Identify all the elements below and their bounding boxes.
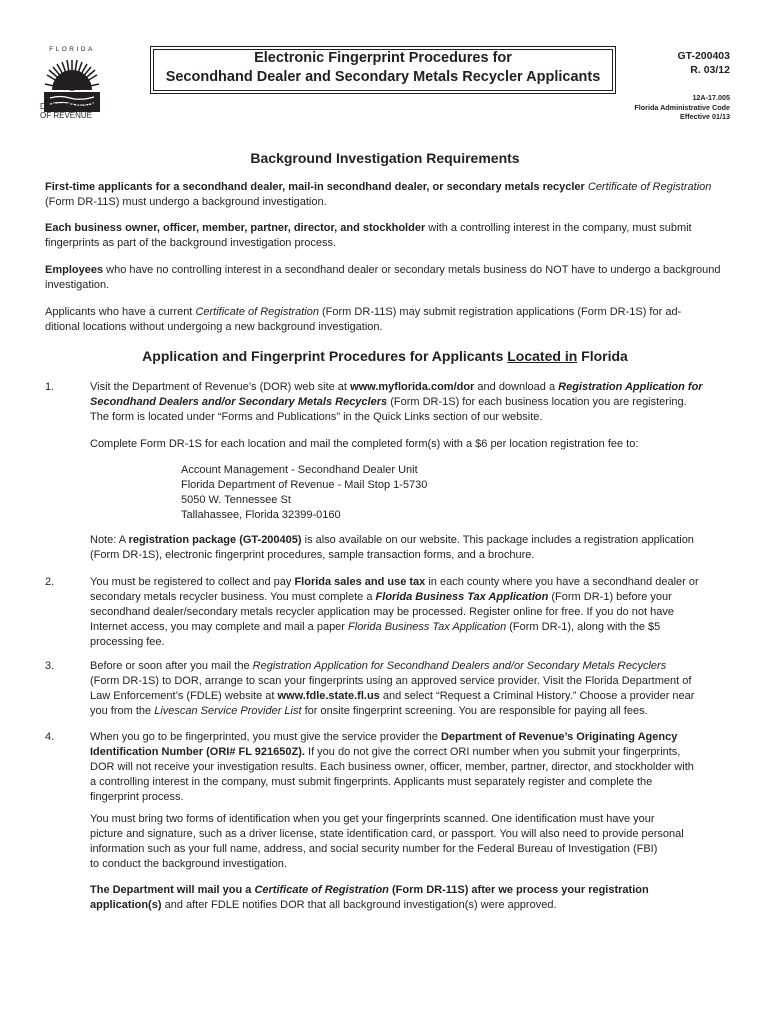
- logo-dept-text: [40, 102, 94, 120]
- section1-paragraph2: Each business owner, officer, member, partner, director, and stockholder with a controlling interest in the company, must submit fingerprints as part of the background investigation process.: [45, 222, 692, 249]
- form-revision: R. 03/12: [690, 64, 730, 76]
- logo-dept-line1: DEPARTMENT: [40, 102, 95, 111]
- logo-dept-line2: OF REVENUE: [40, 111, 93, 120]
- rule-number: 12A-17.005: [692, 93, 730, 102]
- item4-paragraph: When you go to be fingerprinted, you must give the service provider the Department of Revenue’s Originating Agency Identification Number (ORI# FL 921650Z). If you do not give the correct ORI number when you submit your fingerprints, DOR will not receive your investigation results. Each business owner, officer, member, partner, director, and stockholder with a controlling interest in the company, must submit fingerprints. Applicants must separately register and complete the fingerprint process.: [90, 731, 694, 803]
- form-id-block: [677, 49, 730, 77]
- item4-number: 4.: [45, 731, 55, 743]
- item2-paragraph: You must be registered to collect and pay Florida sales and use tax in each county where you have a secondhand dealer or secondary metals recycler business. You must complete a Florida Business Tax Application (Form DR-1) before your secondhand dealer/secondary metals recycler application may be processed. Register online for free. If you do not have Internet access, you may complete and mail a paper Florida Business Tax Application (Form DR-1), along with the $5 processing fee.: [90, 576, 699, 648]
- dor-website-link[interactable]: www.myflorida.com/dor: [350, 381, 475, 393]
- title-box: [150, 46, 616, 94]
- section1-paragraph1: First-time applicants for a secondhand dealer, mail-in secondhand dealer, or secondary metals recycler Certificate of Registration (Form DR-11S) must undergo a background investigation.: [45, 181, 712, 208]
- item4-id-requirements: You must bring two forms of identification when you get your fingerprints scanned. One identification must have your picture and signature, such as a driver license, state identification card, or passport. You will also need to provide personal information such as your full name, address, and social security number for the Federal Bureau of Investigation (FBI) to conduct the background investigation.: [90, 813, 684, 870]
- section1-heading: Background Investigation Requirements: [250, 150, 520, 166]
- item2-number: 2.: [45, 576, 55, 588]
- item1-paragraph: Visit the Department of Revenue’s (DOR) web site at www.myflorida.com/dor and download a Registration Application for Secondhand Dealers and/or Secondary Metals Recyclers (Form DR-1S) for each business location you are registering. The form is located under “Forms and Publications” in the Quick Links section of our website.: [90, 381, 703, 423]
- fdle-website-link[interactable]: www.fdle.state.fl.us: [277, 690, 380, 702]
- item3-paragraph: Before or soon after you mail the Registration Application for Secondhand Dealers and/or Secondary Metals Recyclers (Form DR-1S) to DOR, arrange to scan your fingerprints using an approved service provider. Visit the Florida Department of Law Enforcement’s (FDLE) website at www.fdle.state.fl.us and select “Request a Criminal History.” Choose a provider near you from the Livescan Service Provider List for onsite fingerprint screening. You are responsible for paying all fees.: [90, 660, 695, 717]
- section2-heading: Application and Fingerprint Procedures for Applicants Located in Florida: [142, 348, 628, 364]
- rule-code: Florida Administrative Code: [634, 102, 730, 112]
- rule-effective: Effective 01/13: [680, 112, 730, 121]
- rule-block: [634, 93, 730, 122]
- title-line1: Electronic Fingerprint Procedures for: [254, 50, 512, 66]
- mailing-address: Account Management - Secondhand Dealer Unit Florida Department of Revenue - Mail Stop 1-5730 5050 W. Tennessee St Tallahassee, Florida 32399-0160: [181, 464, 428, 521]
- section1-paragraph4: Applicants who have a current Certificate of Registration (Form DR-11S) may submit registration applications (Form DR-1S) for ad- ditional locations without undergoing a new background investigation.: [45, 306, 682, 333]
- item3-number: 3.: [45, 660, 55, 672]
- item4-certificate-note: The Department will mail you a Certificate of Registration (Form DR-11S) after we process your registration application(s) and after FDLE notifies DOR that all background investigation(s) were approved.: [90, 884, 649, 911]
- item1-number: 1.: [45, 381, 55, 393]
- form-number: GT-200403: [677, 50, 730, 62]
- section1-paragraph3: Employees who have no controlling interest in a secondhand dealer or secondary metals business do NOT have to undergo a background investigation.: [45, 264, 721, 291]
- logo-state-text: FLORIDA: [49, 46, 95, 53]
- item1-complete: Complete Form DR-1S for each location and mail the completed form(s) with a $6 per location registration fee to:: [90, 438, 639, 450]
- title-line2: Secondhand Dealer and Secondary Metals Recycler Applicants: [165, 69, 601, 85]
- item1-note: Note: A registration package (GT-200405) is also available on our website. This package includes a registration application (Form DR-1S), electronic fingerprint procedures, sample transaction forms, and a brochure.: [90, 534, 694, 561]
